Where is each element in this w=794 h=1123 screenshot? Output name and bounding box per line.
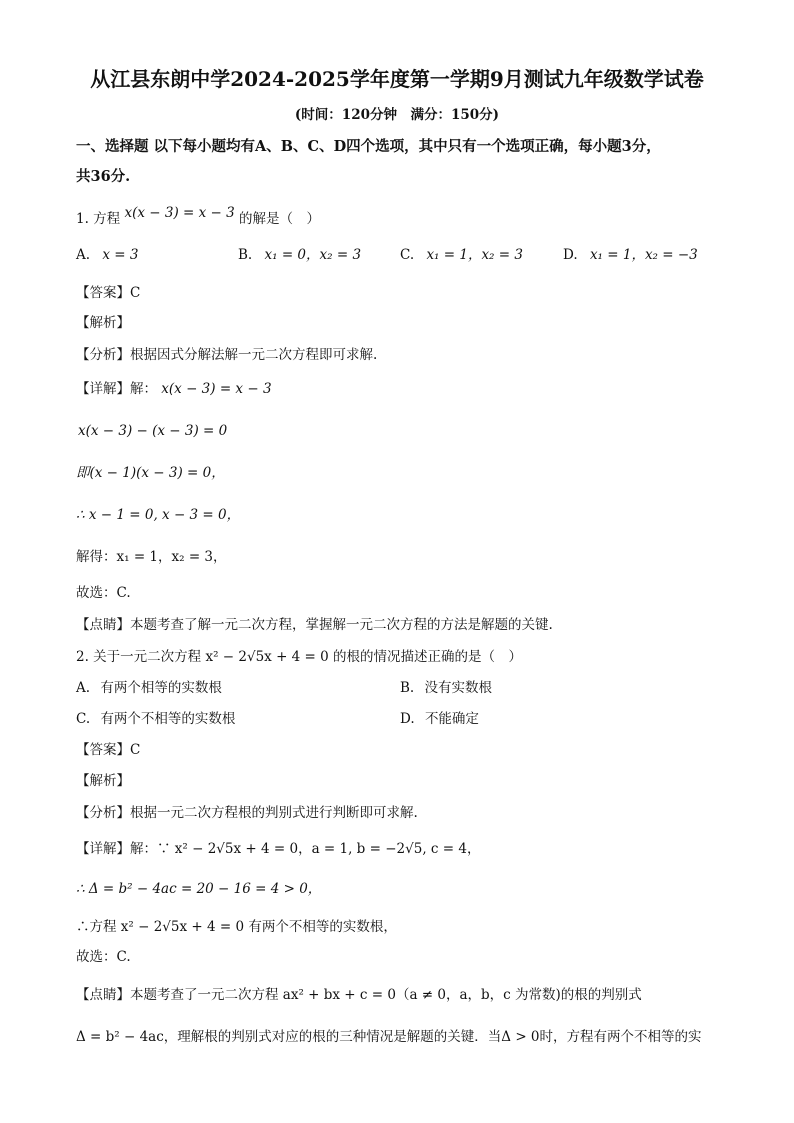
q2-option-b [400, 679, 492, 697]
option-label: A. [76, 680, 91, 696]
option-text: 没有实数根 [424, 680, 493, 696]
option-label: D. [563, 247, 578, 263]
q2-answer: 【答案】C [76, 742, 141, 758]
q2-option-a [76, 679, 222, 697]
option-label: D. [400, 711, 415, 727]
q2-comment-line2: Δ = b² − 4ac，理解根的判别式对应的根的三种情况是解题的关键．当Δ > 0时，方程有两个不相等的实 [76, 1029, 702, 1045]
q2-comment-line1: 【点睛】本题考查了一元二次方程 ax² + bx + c = 0（a ≠ 0，a，b，c 为常数)的根的判别式 [76, 987, 642, 1003]
detail-label: 【详解】解： [76, 381, 157, 397]
option-text: 有两个不相等的实数根 [100, 711, 236, 727]
page-title: 从江县东朗中学2024-2025学年度第一学期9月测试九年级数学试卷 [90, 67, 704, 91]
q1-step-3: ∴ x − 1 = 0, x − 3 = 0， [76, 507, 241, 523]
option-label: C. [400, 247, 415, 263]
q1-stem-prefix: 1. 方程 [76, 211, 121, 227]
section-heading-line1: 一、选择题 以下每小题均有A、B、C、D四个选项，其中只有一个选项正确，每小题3分， [76, 138, 661, 155]
q1-option-b [238, 246, 361, 264]
q1-stem-equation: x(x − 3) = x − 3 [124, 205, 235, 221]
q2-step-2: ∴方程 x² − 2√5x + 4 = 0 有两个不相等的实数根， [76, 919, 397, 935]
q1-analysis-heading: 【解析】 [76, 315, 130, 331]
q2-analysis-heading: 【解析】 [76, 773, 130, 789]
q1-comment: 【点睛】本题考查了解一元二次方程，掌握解一元二次方程的方法是解题的关键. [76, 617, 553, 633]
q1-step-1: x(x − 3) − (x − 3) = 0 [78, 423, 228, 439]
q1-answer: 【答案】C [76, 285, 141, 301]
q2-choice: 故选：C. [76, 949, 131, 965]
option-text: 不能确定 [424, 711, 479, 727]
section-heading-line2: 共36分. [76, 168, 131, 185]
q2-option-c [76, 710, 235, 728]
q1-choice: 故选：C. [76, 585, 131, 601]
q2-detail: 【详解】解：∵ x² − 2√5x + 4 = 0，a = 1, b = −2√5, c = 4， [76, 841, 481, 857]
q2-step-1: ∴ Δ = b² − 4ac = 20 − 16 = 4 > 0， [76, 881, 322, 897]
q2-analysis-summary: 【分析】根据一元二次方程根的判别式进行判断即可求解. [76, 805, 418, 821]
option-label: B. [400, 680, 415, 696]
q1-detail-start [76, 380, 272, 398]
option-text: x₁ = 1，x₂ = −3 [589, 247, 698, 263]
q1-analysis-summary: 【分析】根据因式分解法解一元二次方程即可求解. [76, 347, 378, 363]
q1-stem [76, 205, 321, 228]
exam-time-score: (时间：120分钟 满分：150分) [294, 107, 500, 123]
q1-stem-suffix: 的解是（ ） [239, 211, 321, 227]
detail-equation: x(x − 3) = x − 3 [161, 381, 272, 397]
q2-option-d [400, 710, 479, 728]
q1-option-a [76, 246, 138, 264]
option-text: x₁ = 0，x₂ = 3 [264, 247, 362, 263]
option-label: A. [76, 247, 91, 263]
q1-step-4: 解得：x₁ = 1，x₂ = 3， [76, 549, 227, 565]
q1-option-c [400, 246, 523, 264]
option-text: x = 3 [102, 247, 139, 263]
q1-option-d [563, 246, 698, 264]
option-label: B. [238, 247, 253, 263]
q2-stem: 2. 关于一元二次方程 x² − 2√5x + 4 = 0 的根的情况描述正确的是（ ） [76, 649, 523, 665]
option-text: 有两个相等的实数根 [100, 680, 222, 696]
option-text: x₁ = 1，x₂ = 3 [426, 247, 523, 263]
q1-step-2: 即(x − 1)(x − 3) = 0， [76, 465, 225, 481]
option-label: C. [76, 711, 91, 727]
